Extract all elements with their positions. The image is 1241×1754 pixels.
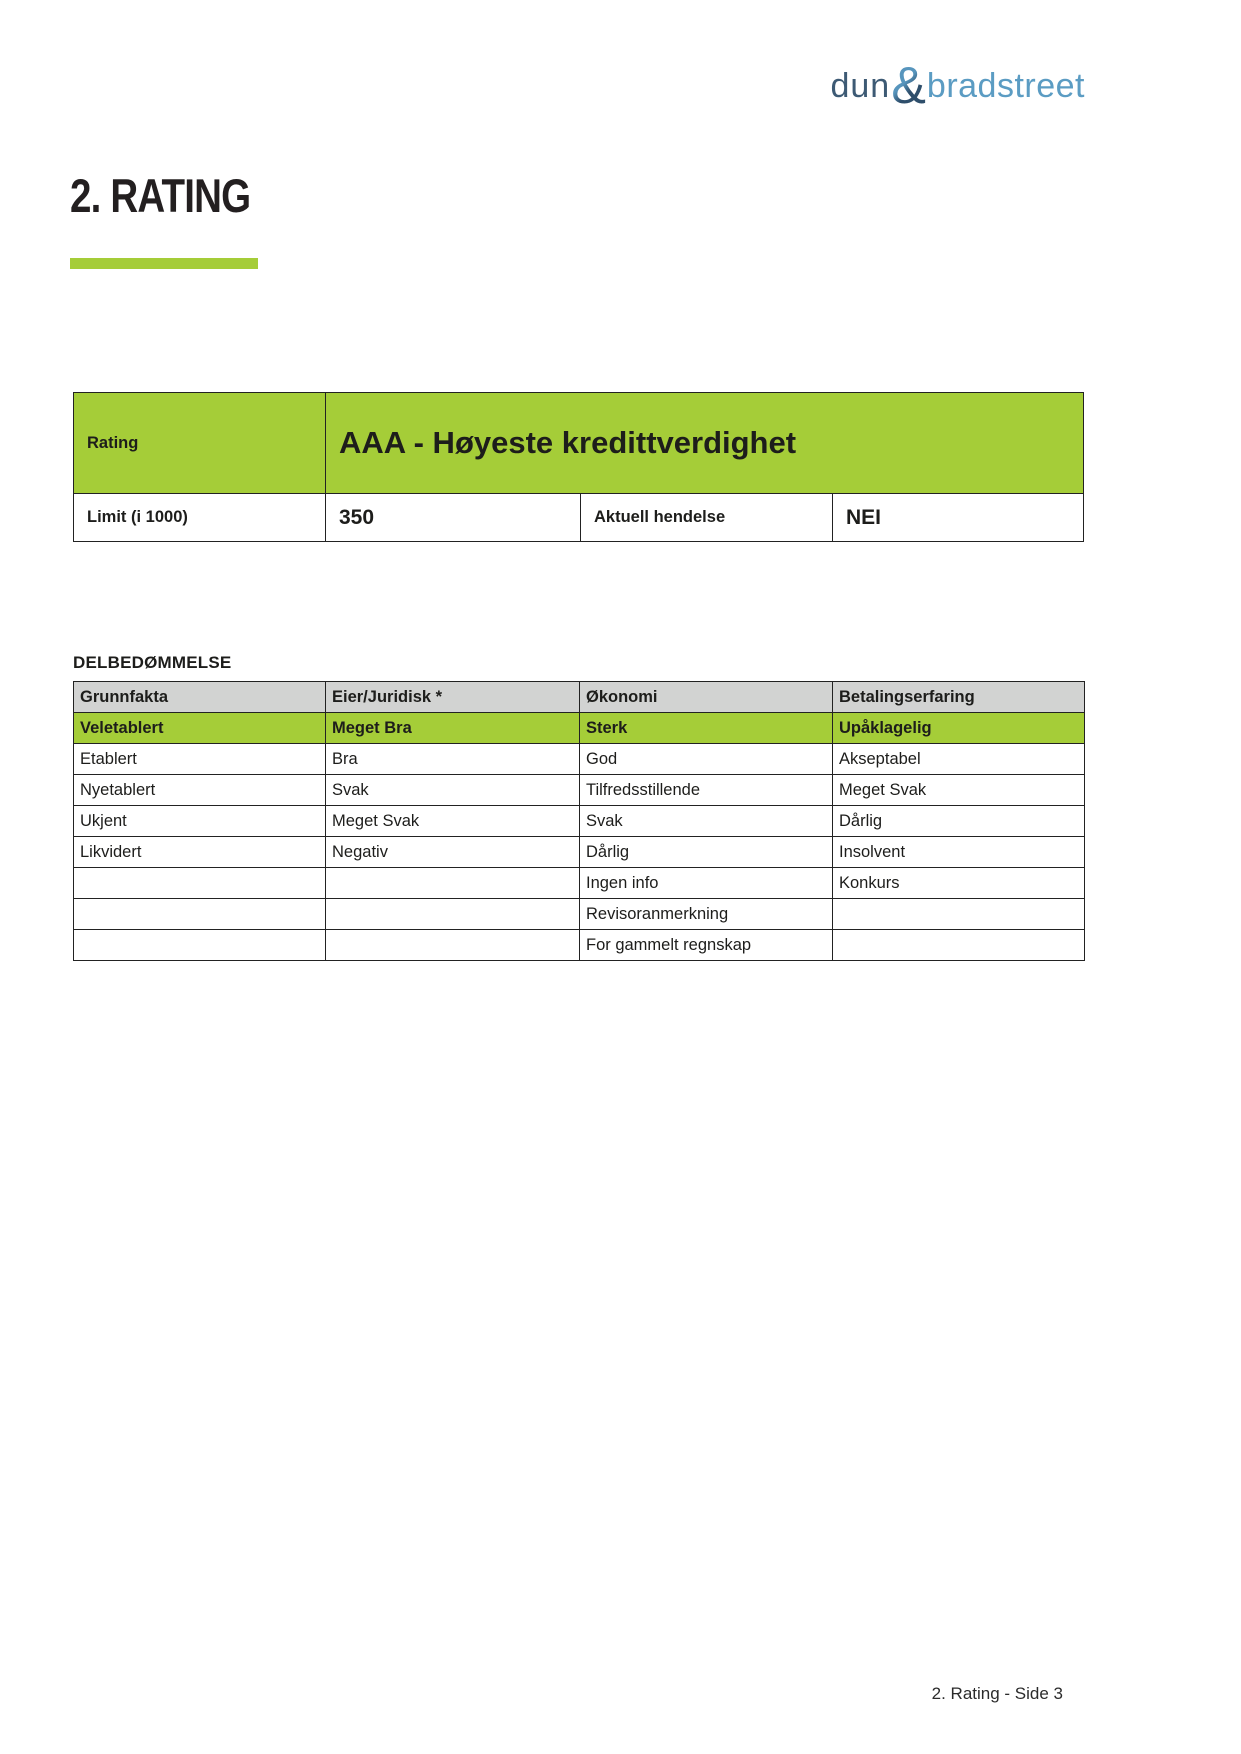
table-cell: Svak [326,775,580,806]
table-cell: Ukjent [74,806,326,837]
dun-bradstreet-logo [830,57,1085,115]
table-cell: Akseptabel [833,744,1085,775]
table-cell [833,899,1085,930]
selected-cell: Upåklagelig [833,713,1085,744]
table-cell: Svak [580,806,833,837]
table-row [74,744,1085,775]
table-cell: God [580,744,833,775]
table-cell: Revisoranmerkning [580,899,833,930]
table-row [74,806,1085,837]
column-header-okonomi: Økonomi [580,682,833,713]
delbedommelse-section-title: DELBEDØMMELSE [73,653,232,672]
table-cell: Dårlig [833,806,1085,837]
table-cell [74,868,326,899]
table-cell: Konkurs [833,868,1085,899]
table-cell: Nyetablert [74,775,326,806]
table-row [74,899,1085,930]
table-cell: Likvidert [74,837,326,868]
table-cell: Dårlig [580,837,833,868]
table-cell: Meget Svak [833,775,1085,806]
rating-label: Rating [74,393,326,494]
page-title: 2. RATING [70,169,251,222]
table-cell [326,930,580,961]
table-row [74,868,1085,899]
logo-text-dun: dun [830,67,891,105]
delbedommelse-selected-row [74,713,1085,744]
aktuell-hendelse-label: Aktuell hendelse [581,494,833,542]
limit-value: 350 [326,494,581,542]
logo-ampersand-icon: & [891,57,926,115]
column-header-grunnfakta: Grunnfakta [74,682,326,713]
table-cell [326,868,580,899]
rating-header-row [74,393,1084,494]
selected-cell: Veletablert [74,713,326,744]
table-cell [74,899,326,930]
rating-value: AAA - Høyeste kredittverdighet [326,393,1084,494]
table-cell: Meget Svak [326,806,580,837]
logo-text-bradstreet: bradstreet [926,67,1085,105]
table-row [74,837,1085,868]
table-cell: Bra [326,744,580,775]
column-header-eier-juridisk: Eier/Juridisk * [326,682,580,713]
selected-cell: Sterk [580,713,833,744]
column-header-betalingserfaring: Betalingserfaring [833,682,1085,713]
table-cell: Insolvent [833,837,1085,868]
page-footer: 2. Rating - Side 3 [931,1684,1063,1703]
table-row [74,775,1085,806]
limit-label: Limit (i 1000) [74,494,326,542]
table-cell [74,930,326,961]
table-cell [833,930,1085,961]
table-cell: Ingen info [580,868,833,899]
table-cell [326,899,580,930]
table-cell: Negativ [326,837,580,868]
table-cell: Tilfredsstillende [580,775,833,806]
rating-detail-row [74,494,1084,542]
table-cell: For gammelt regnskap [580,930,833,961]
delbedommelse-header-row [74,682,1085,713]
aktuell-hendelse-value: NEI [833,494,1084,542]
delbedommelse-table [73,681,1085,961]
table-row [74,930,1085,961]
title-underline-accent [70,258,258,269]
table-cell: Etablert [74,744,326,775]
rating-table [73,392,1084,542]
selected-cell: Meget Bra [326,713,580,744]
